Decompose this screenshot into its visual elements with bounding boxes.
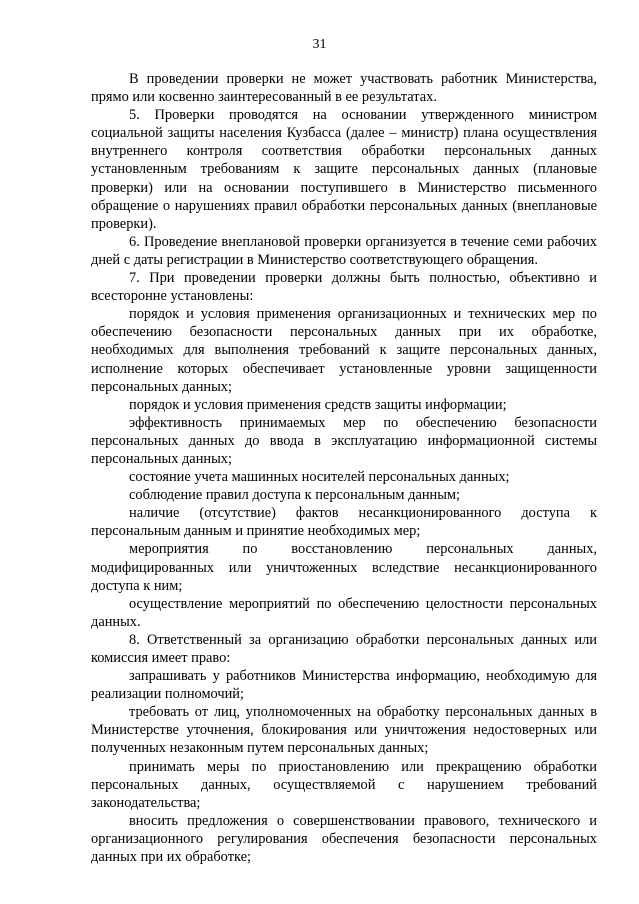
list-item: мероприятия по восстановлению персональных данных, модифицированных или уничтоженных вследствие несанкционированного доступа к ним; (91, 541, 597, 594)
list-item: эффективность принимаемых мер по обеспечению безопасности персональных данных до ввода в эксплуатацию информационной системы персональных данных; (91, 414, 597, 467)
page-number: 31 (312, 37, 327, 52)
paragraph-item-5: 5. Проверки проводятся на основании утвержденного министром социальной защиты населения Кузбасса (далее – министр) плана осуществления внутреннего контроля соответствия обработки персональных данных установленным требованиям к защите персональных данных (плановые проверки) или на основании поступившего в Министерство письменного обращение о нарушениях правил обработки персональных данных (внеплановые проверки). (91, 107, 597, 232)
list-item: вносить предложения о совершенствовании правового, технического и организационного регулирования обеспечения безопасности персональных данных при их обработке; (91, 812, 597, 866)
paragraph-item-8: 8. Ответственный за организацию обработки персональных данных или комиссия имеет право: (91, 631, 597, 666)
list-item: принимать меры по приостановлению или прекращению обработки персональных данных, осуществляемой с нарушением требований законодательства; (91, 758, 597, 811)
list-item: порядок и условия применения средств защиты информации; (129, 396, 507, 413)
list-item: наличие (отсутствие) фактов несанкционированного доступа к персональным данным и принятие необходимых мер; (91, 505, 597, 540)
document-body (91, 70, 597, 866)
list-item: осуществление мероприятий по обеспечению целостности персональных данных. (91, 595, 597, 630)
paragraph-intro: В проведении проверки не может участвовать работник Министерства, прямо или косвенно заинтересованный в ее результатах. (91, 71, 597, 106)
list-item: запрашивать у работников Министерства информацию, необходимую для реализации полномочий; (91, 668, 597, 703)
paragraph-item-7: 7. При проведении проверки должны быть полностью, объективно и всесторонне установлены: (91, 270, 597, 305)
list-item: соблюдение правил доступа к персональным данным; (129, 487, 461, 504)
paragraph-item-6: 6. Проведение внеплановой проверки организуется в течение семи рабочих дней с даты регистрации в Министерство соответствующего обращения. (91, 233, 597, 268)
list-item: порядок и условия применения организационных и технических мер по обеспечению безопасности персональных данных при их обработке, необходимых для выполнения требований к защите персональных данных, исполнение которых обеспечивает установленные уровни защищенности персональных данных; (91, 306, 597, 395)
list-item: состояние учета машинных носителей персональных данных; (129, 469, 510, 486)
list-item: требовать от лиц, уполномоченных на обработку персональных данных в Министерстве уточнения, блокирования или уничтожения недостоверных или полученных незаконным путем персональных данных; (91, 704, 597, 757)
